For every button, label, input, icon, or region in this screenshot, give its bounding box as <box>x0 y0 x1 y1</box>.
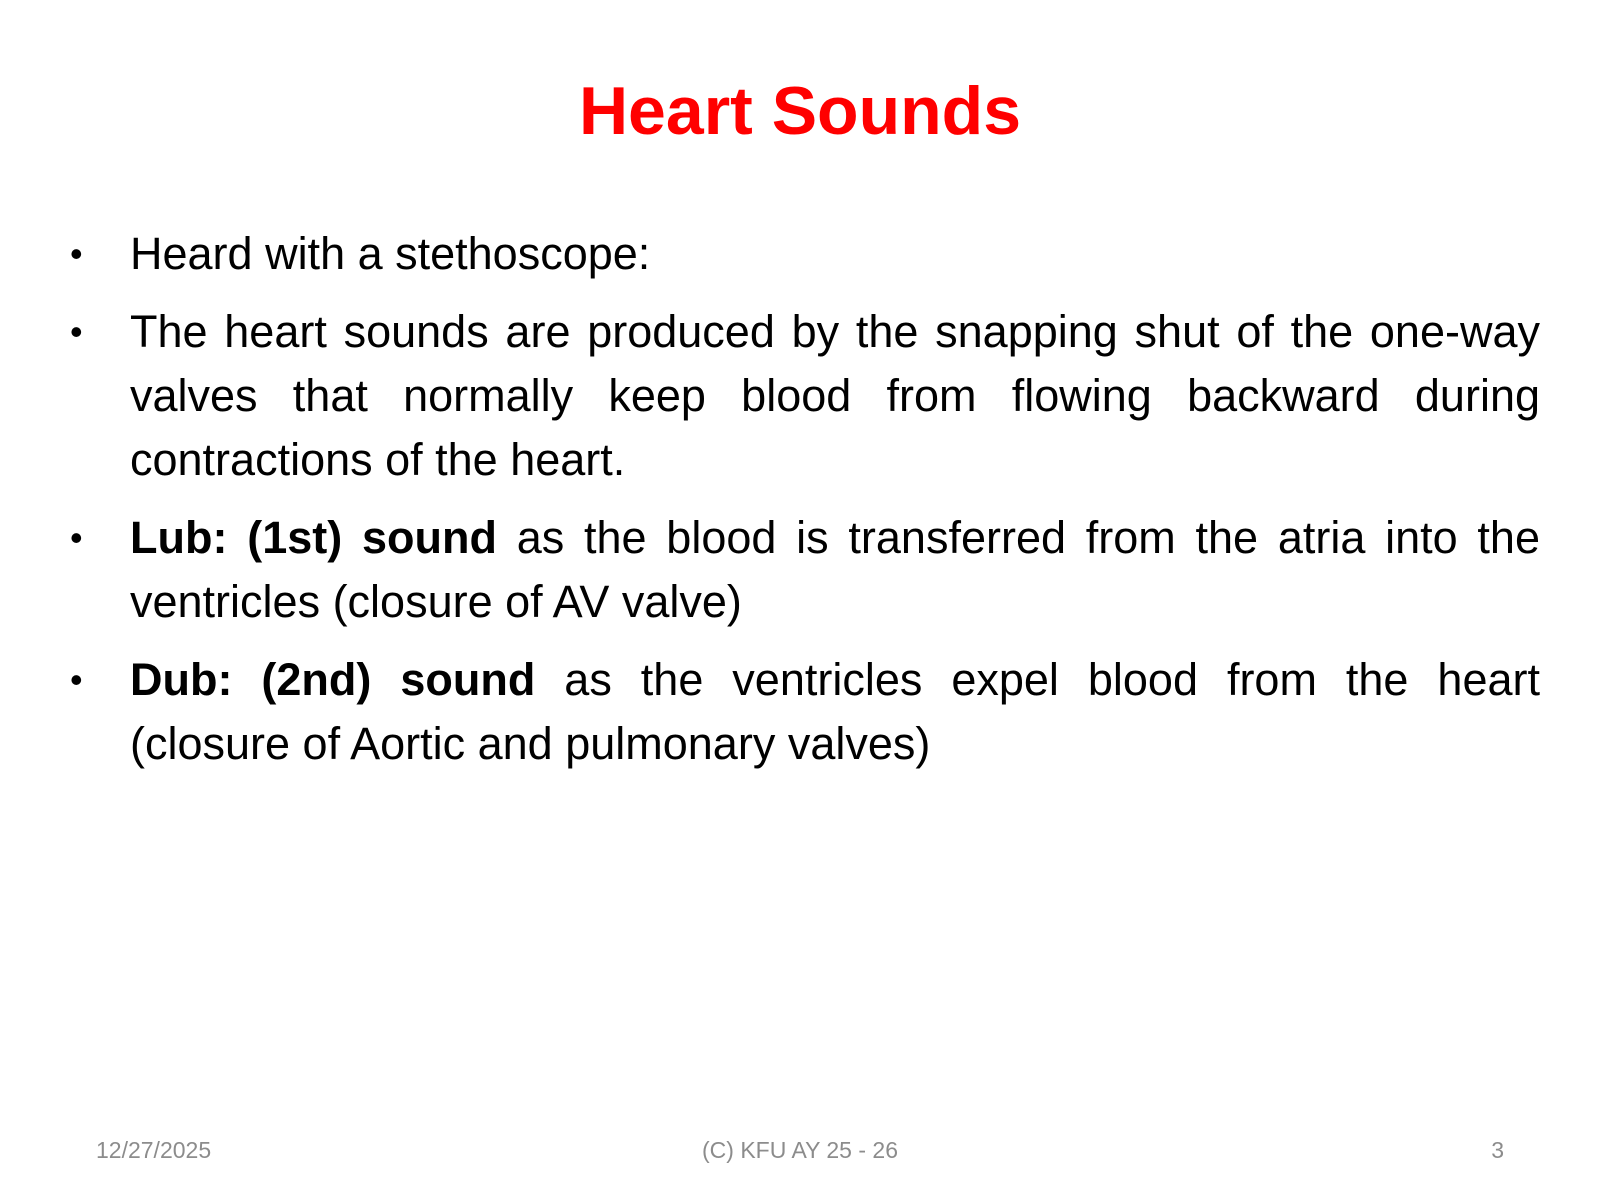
bullet-text: as the ventricles expel blood from the heart (closure of Aortic and pulmonary valves) <box>130 654 1540 769</box>
bullet-icon: • <box>70 659 83 700</box>
bullet-icon: • <box>70 311 83 352</box>
footer-date: 12/27/2025 <box>96 1137 212 1163</box>
bullet-item <box>70 506 1540 634</box>
bullet-item <box>70 222 1540 286</box>
bullet-icon: • <box>70 517 83 558</box>
bullet-item <box>70 648 1540 776</box>
bullet-text: Heard with a stethoscope: <box>130 228 651 279</box>
slide-title: Heart Sounds <box>578 73 1022 149</box>
bullet-item <box>70 300 1540 492</box>
bullet-text: The heart sounds are produced by the snapping shut of the one-way valves that normally keep blood from flowing backward during contractions of the heart. <box>130 306 1540 485</box>
bullet-icon: • <box>70 233 83 274</box>
bullet-text: as the blood is transferred from the atria into the ventricles (closure of AV valve) <box>130 512 1540 627</box>
footer-copyright: (C) KFU AY 25 - 26 <box>702 1137 898 1163</box>
bullet-bold-term: Lub: (1st) sound <box>130 512 497 563</box>
bullet-list <box>70 222 1540 790</box>
bullet-bold-term: Dub: (2nd) sound <box>130 654 536 705</box>
slide-number: 3 <box>1491 1137 1504 1163</box>
